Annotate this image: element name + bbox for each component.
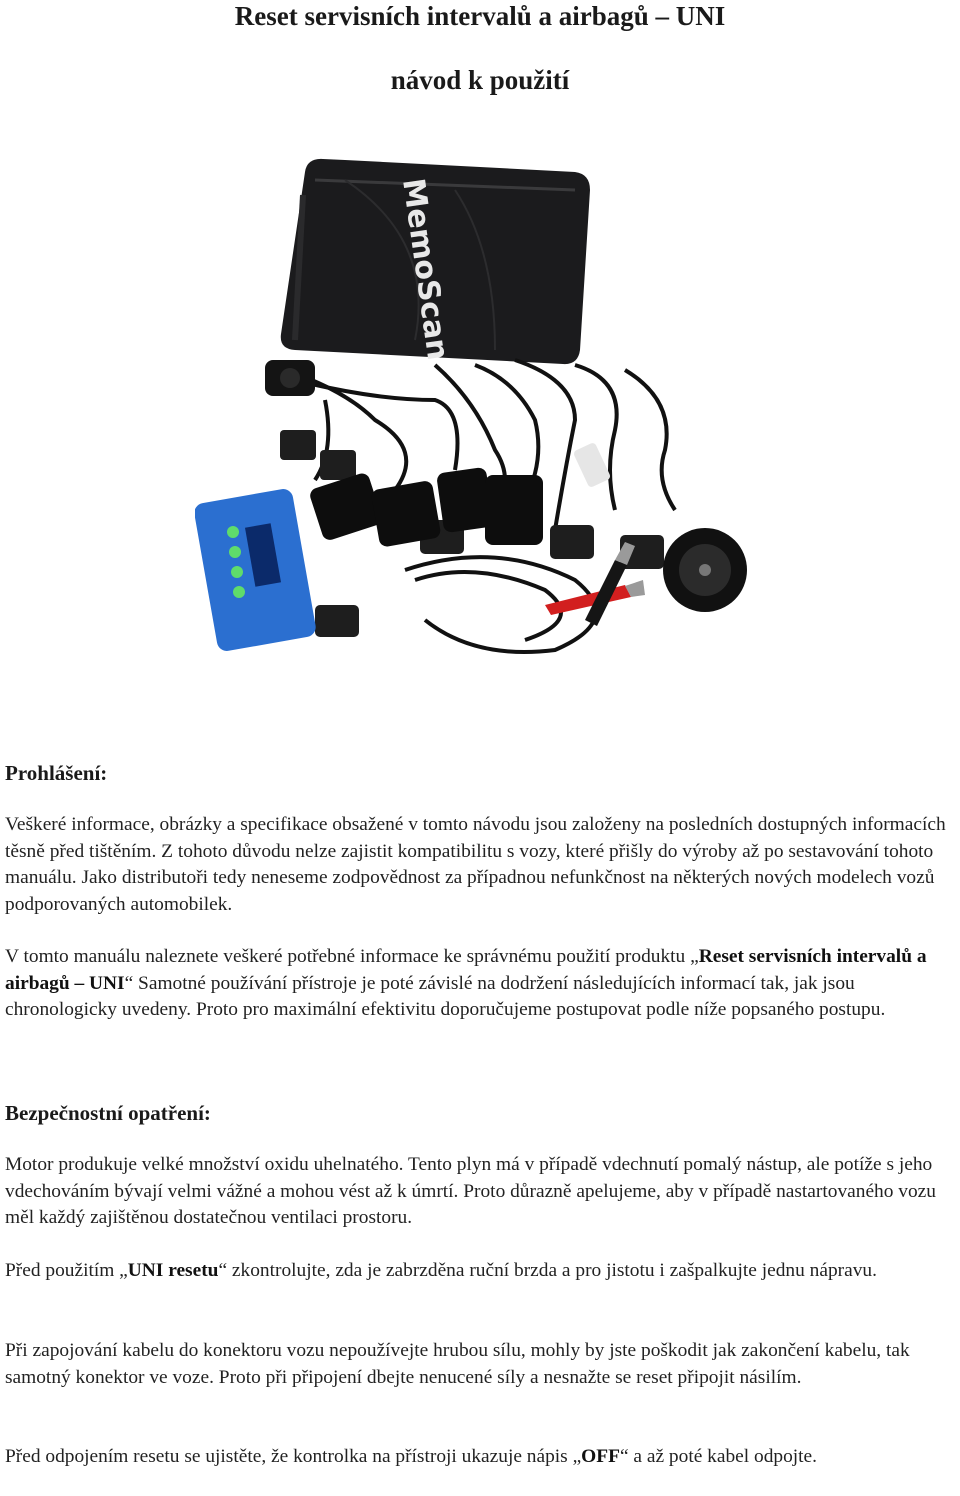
safety-paragraph-2: Před použitím „UNI resetu“ zkontrolujte, zda je zabrzděna ruční brzda a pro jistotu i zašpalkujte jednu nápravu. [5, 1260, 877, 1281]
safety-paragraph-4: Před odpojením resetu se ujistěte, že kontrolka na přístroji ukazuje nápis „OFF“ a až poté kabel odpojte. [5, 1446, 818, 1467]
document-subtitle: návod k použití [390, 65, 570, 95]
product-kit-photo [195, 150, 755, 690]
product-name: Reset servisních intervalů a airbagů – UNI [5, 946, 927, 994]
safety-heading: Bezpečnostní opatření: [5, 1101, 211, 1125]
uni-reset-name: UNI resetu [127, 1260, 219, 1281]
white-connector [573, 442, 612, 488]
safety-paragraph-1: Motor produkuje velké množství oxidu uhelnatého. Tento plyn má v případě vdechnutí pomalý nástup, ale potíže s jeho vdechováním bývají velmi vážné a mohou vést až k úmrtí. Proto důrazně apelujeme, aby v případě nastartovaného vozu měl každý zajištěnou dostatečnou ventilaci prostoru. [5, 1154, 936, 1228]
off-label: OFF [581, 1446, 620, 1467]
safety-paragraph-3: Při zapojování kabelu do konektoru vozu nepoužívejte hrubou sílu, mohly by jste poškodit jak zakončení kabelu, tak samotný konektor ve voze. Proto při připojení dbejte nenucené síly a nesnažte se reset připojit násilím. [5, 1340, 910, 1388]
declaration-heading: Prohlášení: [5, 761, 108, 785]
document-title: Reset servisních intervalů a airbagů – UNI [234, 1, 726, 31]
bag-logo-text: MemoScan [395, 176, 456, 363]
scan-device [195, 487, 317, 652]
declaration-paragraph-2: V tomto manuálu naleznete veškeré potřebné informace ke správnému použití produktu „Reset servisních intervalů a airbagů – UNI“ Samotné používání přístroje je poté závislé na dodržení následujících informací tak, jak jsou chronologicky uvedeny. Proto pro maximální efektivitu doporučujeme postupovat podle níže popsaného postupu. [5, 946, 927, 1020]
declaration-paragraph-1: Veškeré informace, obrázky a specifikace obsažené v tomto návodu jsou založeny na posledních dostupných informacích těsně před tištěním. Z tohoto důvodu nelze zajistit kompatibilitu s vozy, které přišly do výroby až po sestavování tohoto manuálu. Jako distributoři tedy neneseme zodpovědnost za případnou nefunkčnost na některých nových modelech vozů podporovaných automobilek. [5, 814, 946, 915]
carry-bag [281, 159, 590, 364]
